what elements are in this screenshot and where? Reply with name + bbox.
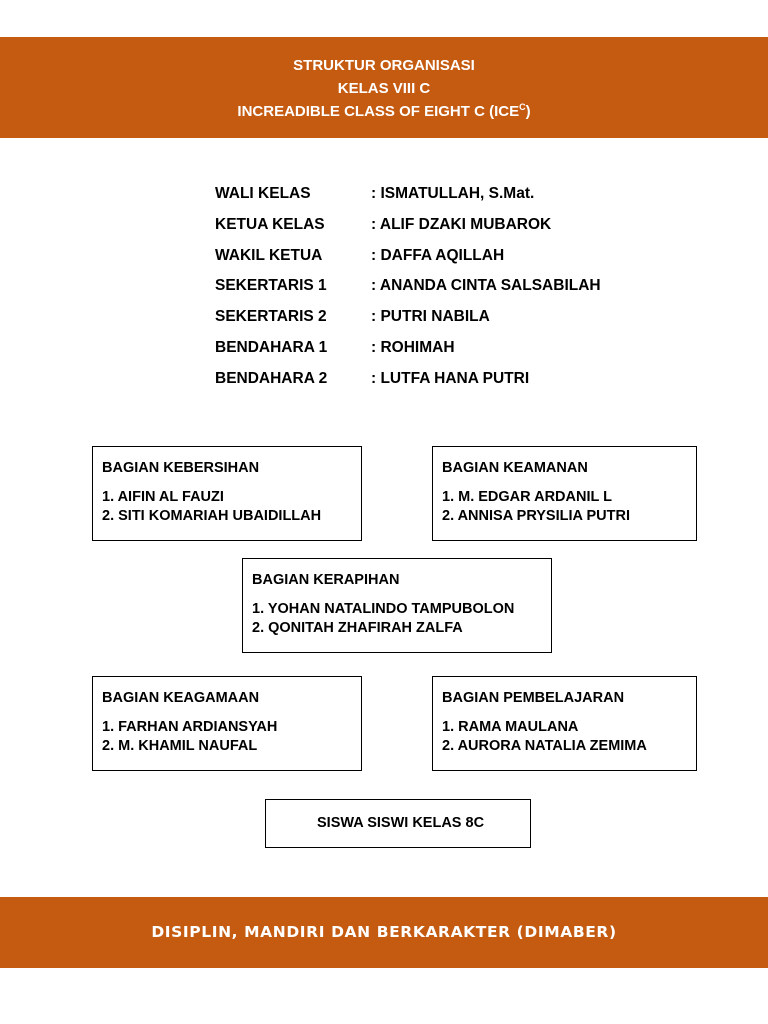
roster-name: : ISMATULLAH, S.Mat. bbox=[371, 185, 535, 202]
roster-row bbox=[215, 243, 601, 274]
header-class-name-main: INCREADIBLE CLASS OF EIGHT C (ICE bbox=[237, 103, 520, 120]
roster-role: SEKERTARIS 2 bbox=[215, 308, 327, 326]
roster-role: BENDAHARA 1 bbox=[215, 338, 328, 356]
roster-name: : PUTRI NABILA bbox=[371, 308, 490, 326]
roster-row bbox=[215, 273, 601, 304]
section-title: BAGIAN KEAMANAN bbox=[442, 460, 588, 476]
section-member: 2. AURORA NATALIA ZEMIMA bbox=[442, 737, 647, 754]
roster-row bbox=[215, 212, 601, 243]
roster-role: KETUA KELAS bbox=[215, 215, 325, 233]
students-box: SISWA SISWI KELAS 8C bbox=[265, 799, 531, 848]
section-member: 2. ANNISA PRYSILIA PUTRI bbox=[442, 507, 630, 524]
section-members bbox=[252, 600, 514, 637]
section-member: 1. RAMA MAULANA bbox=[442, 719, 579, 735]
roster-row bbox=[215, 335, 601, 366]
section-member: 1. AIFIN AL FAUZI bbox=[102, 489, 224, 505]
section-title: BAGIAN KEAGAMAAN bbox=[102, 690, 260, 706]
roster-row bbox=[215, 366, 601, 397]
roster-row bbox=[215, 304, 601, 335]
roster-role: SEKERTARIS 1 bbox=[215, 277, 327, 295]
section-keagamaan bbox=[92, 676, 362, 771]
section-kebersihan bbox=[92, 446, 362, 541]
roster-name: : ANANDA CINTA SALSABILAH bbox=[371, 277, 601, 295]
roster-row bbox=[215, 181, 601, 212]
header-banner bbox=[0, 37, 768, 138]
section-title: BAGIAN KERAPIHAN bbox=[252, 572, 400, 588]
roster bbox=[215, 181, 601, 397]
footer-motto: DISIPLIN, MANDIRI DAN BERKARAKTER (DIMABER) bbox=[0, 897, 768, 968]
section-keamanan bbox=[432, 446, 697, 541]
section-member: 1. FARHAN ARDIANSYAH bbox=[102, 719, 278, 735]
roster-role: WALI KELAS bbox=[215, 185, 311, 202]
header-class-name-sup: C bbox=[519, 102, 526, 112]
section-member: 1. M. EDGAR ARDANIL L bbox=[442, 489, 612, 505]
section-member: 2. M. KHAMIL NAUFAL bbox=[102, 737, 258, 754]
header-class-name bbox=[0, 100, 768, 123]
section-member: 2. QONITAH ZHAFIRAH ZALFA bbox=[252, 619, 463, 636]
roster-role: WAKIL KETUA bbox=[215, 246, 323, 264]
section-member: 2. SITI KOMARIAH UBAIDILLAH bbox=[102, 507, 322, 524]
section-member: 1. YOHAN NATALINDO TAMPUBOLON bbox=[252, 601, 515, 617]
section-members bbox=[442, 718, 647, 755]
section-kerapihan bbox=[242, 558, 552, 653]
section-title: BAGIAN PEMBELAJARAN bbox=[442, 690, 625, 706]
roster-name: : LUTFA HANA PUTRI bbox=[371, 369, 530, 387]
section-members bbox=[442, 488, 630, 525]
header-class-name-end: ) bbox=[525, 103, 531, 120]
roster-name: : DAFFA AQILLAH bbox=[371, 246, 505, 264]
roster-role: BENDAHARA 2 bbox=[215, 369, 328, 387]
section-title: BAGIAN KEBERSIHAN bbox=[102, 460, 260, 476]
section-members bbox=[102, 718, 277, 755]
roster-name: : ROHIMAH bbox=[371, 338, 455, 356]
header-class: KELAS VIII C bbox=[337, 80, 431, 97]
header-title: STRUKTUR ORGANISASI bbox=[293, 57, 475, 74]
section-members bbox=[102, 488, 321, 525]
roster-name: : ALIF DZAKI MUBAROK bbox=[371, 215, 552, 233]
section-pembelajaran bbox=[432, 676, 697, 771]
